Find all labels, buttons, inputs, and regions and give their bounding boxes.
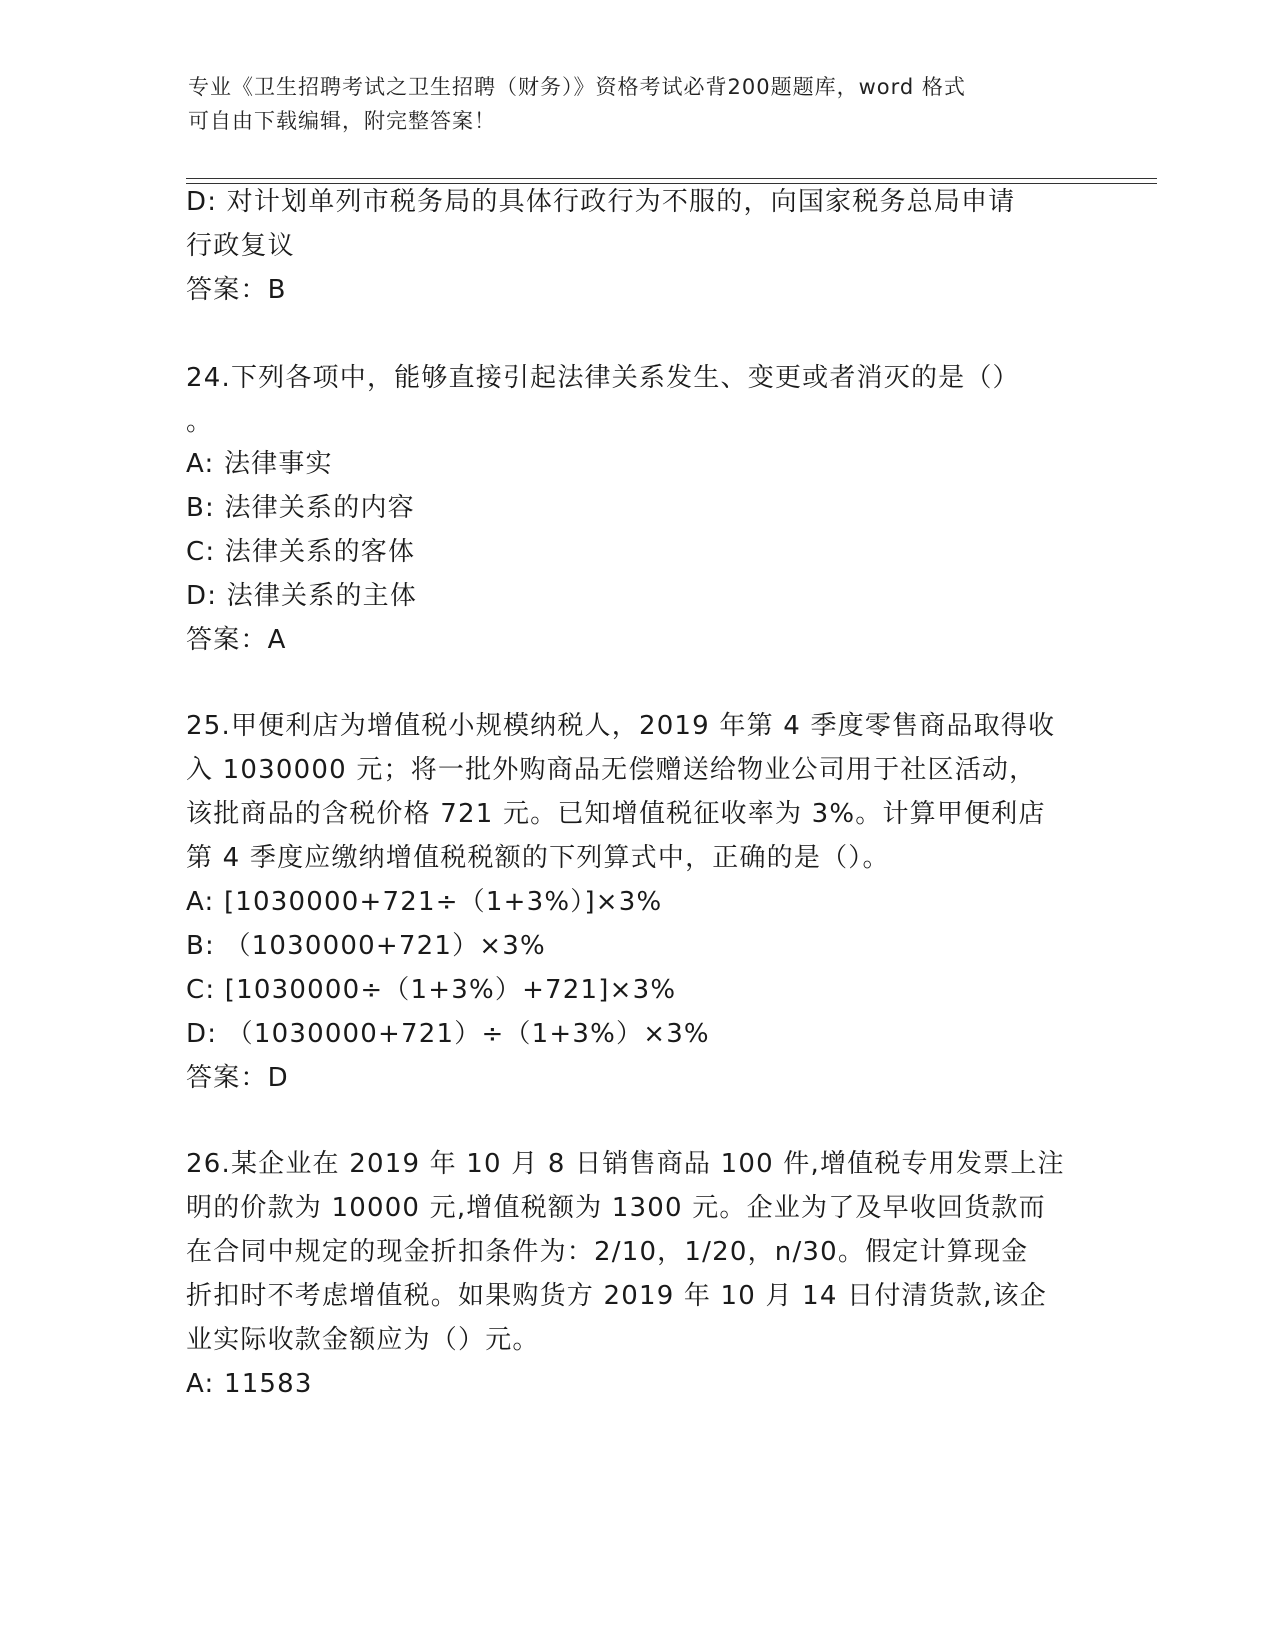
q26-stem-line-5: 业实际收款金额应为（）元。 (186, 1325, 540, 1355)
q24-option-d: D: 法律关系的主体 (186, 581, 418, 611)
q25-option-c: C: [1030000÷（1+3%）+721]×3% (186, 975, 677, 1005)
q26-option-a: A: 11583 (186, 1369, 313, 1399)
q25-option-d: D: （1030000+721）÷（1+3%）×3% (186, 1019, 710, 1049)
q26-stem-line-3: 在合同中规定的现金折扣条件为：2/10，1/20，n/30。假定计算现金 (186, 1237, 1029, 1267)
q25-option-b: B: （1030000+721）×3% (186, 931, 546, 961)
q24-option-c: C: 法律关系的客体 (186, 537, 416, 567)
q24-option-a: A: 法律事实 (186, 449, 333, 479)
q24-option-b: B: 法律关系的内容 (186, 493, 415, 523)
q25-option-a: A: [1030000+721÷（1+3%）]×3% (186, 887, 663, 917)
q26-stem-line-4: 折扣时不考虑增值税。如果购货方 2019 年 10 月 14 日付清货款,该企 (186, 1281, 1047, 1311)
q23-option-d-line-2: 行政复议 (186, 231, 295, 261)
q23-answer: 答案：B (186, 275, 287, 305)
q24-stem-line-1: 24.下列各项中，能够直接引起法律关系发生、变更或者消灭的是（） (186, 363, 1020, 393)
header-title-line-2: 可自由下载编辑，附完整答案！ (188, 109, 496, 133)
document-header (188, 70, 1088, 138)
q25-stem-line-2: 入 1030000 元；将一批外购商品无偿赠送给物业公司用于社区活动， (186, 755, 1037, 785)
q24-stem-line-2: 。 (186, 407, 214, 437)
q25-answer: 答案：D (186, 1063, 289, 1093)
q24-answer: 答案：A (186, 625, 287, 655)
q25-stem-line-3: 该批商品的含税价格 721 元。已知增值税征收率为 3%。计算甲便利店 (186, 799, 1046, 829)
header-title-line-1: 专业《卫生招聘考试之卫生招聘（财务）》资格考试必背200题题库，word 格式 (188, 75, 966, 99)
q25-stem-line-1: 25.甲便利店为增值税小规模纳税人，2019 年第 4 季度零售商品取得收 (186, 711, 1056, 741)
q26-stem-line-1: 26.某企业在 2019 年 10 月 8 日销售商品 100 件,增值税专用发票上注 (186, 1149, 1065, 1179)
q25-stem-line-4: 第 4 季度应缴纳增值税税额的下列算式中，正确的是（）。 (186, 843, 890, 873)
q26-stem-line-2: 明的价款为 10000 元,增值税额为 1300 元。企业为了及早收回货款而 (186, 1193, 1046, 1223)
q23-option-d-line-1: D: 对计划单列市税务局的具体行政行为不服的，向国家税务总局申请 (186, 187, 1016, 217)
